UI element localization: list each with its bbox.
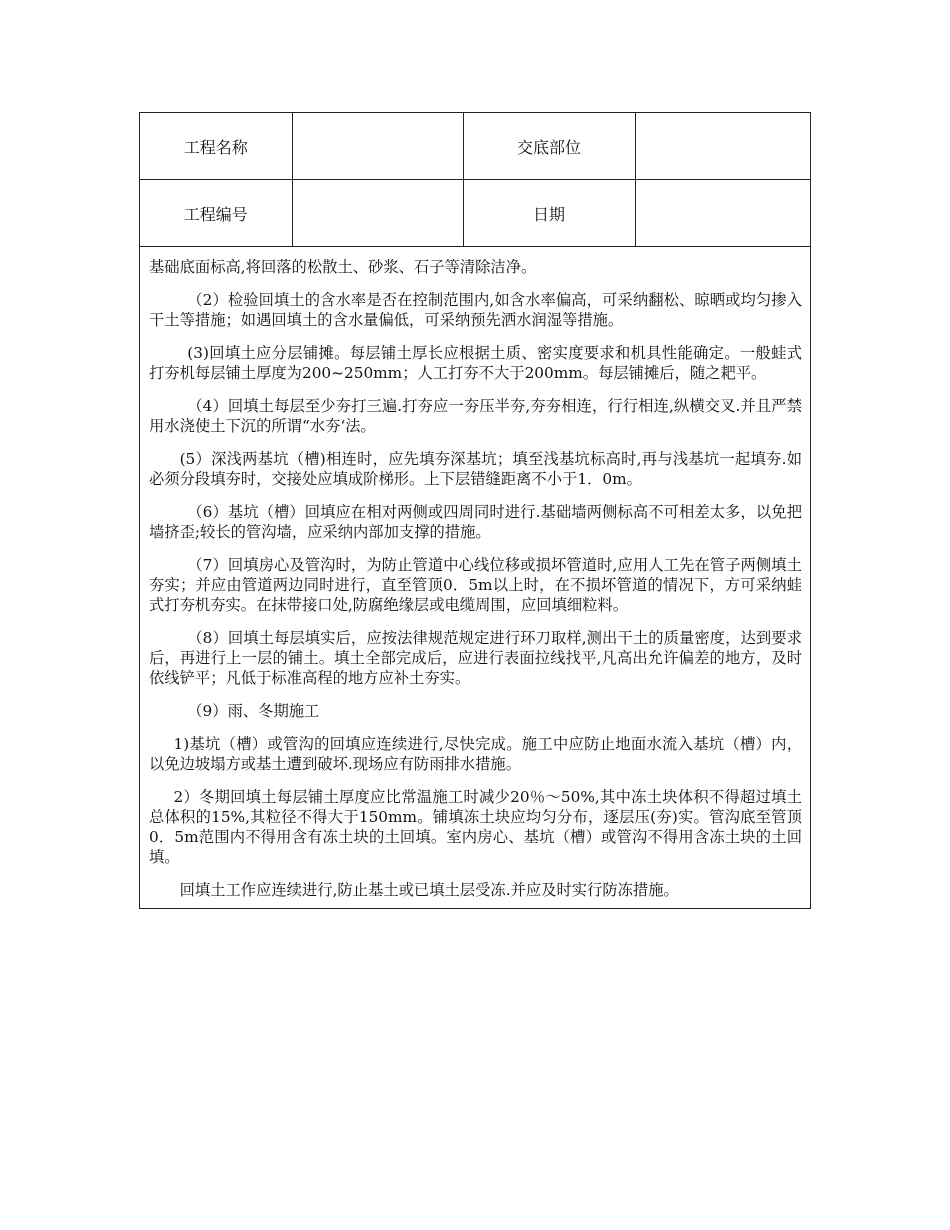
header-row-2	[140, 180, 810, 247]
project-no-field[interactable]	[292, 180, 463, 247]
project-name-field[interactable]	[292, 113, 463, 180]
date-field[interactable]	[635, 180, 810, 247]
disclosure-content	[140, 247, 810, 908]
paragraph-item-7: （7）回填房心及管沟时，为防止管道中心线位移或损坏管道时,应用人工先在管子两侧填土夯实；并应由管道两边同时进行，直至管顶0．5m以上时，在不损坏管道的情况下，方可采纳蛙式打夯机夯实。在抹带接口处,防腐绝缘层或电缆周围，应回填细粒料。	[149, 556, 802, 614]
project-no-label: 工程编号	[140, 180, 292, 247]
header-row-1	[140, 113, 810, 180]
date-label: 日期	[463, 180, 635, 247]
project-name-label: 工程名称	[140, 113, 292, 180]
header-table	[140, 113, 810, 247]
technical-disclosure-sheet	[139, 112, 811, 909]
paragraph-item-6: （6）基坑（槽）回填应在相对两侧或四周同时进行.基础墙两侧标高不可相差太多，以免把墙挤歪;较长的管沟墙，应采纳内部加支撑的措施。	[149, 503, 802, 541]
paragraph-intro: 基础底面标高,将回落的松散土、砂浆、石子等清除洁净。	[149, 258, 537, 276]
paragraph-item-4: （4）回填土每层至少夯打三遍.打夯应一夯压半夯,夯夯相连，行行相连,纵横交叉.并且严禁用水浇使土下沉的所谓“水夯‘法。	[149, 397, 802, 435]
paragraph-item-8: （8）回填土每层填实后，应按法律规范规定进行环刀取样,测出干土的质量密度，达到要求后，再进行上一层的铺土。填土全部完成后，应进行表面拉线找平,凡高出允许偏差的地方，及时依线铲平；凡低于标准高程的地方应补土夯实。	[149, 629, 802, 687]
paragraph-item-2: （2）检验回填土的含水率是否在控制范围内,如含水率偏高，可采纳翻松、晾晒或均匀掺入干土等措施；如遇回填土的含水量偏低，可采纳预先洒水润湿等措施。	[149, 291, 802, 329]
paragraph-subitem-1: 1)基坑（槽）或管沟的回填应连续进行,尽快完成。施工中应防止地面水流入基坑（槽）内，以免边坡塌方或基土遭到破坏.现场应有防雨排水措施。	[149, 735, 802, 773]
handover-part-label: 交底部位	[463, 113, 635, 180]
paragraph-closing: 回填土工作应连续进行,防止基土或已填土层受冻.并应及时实行防冻措施。	[179, 881, 679, 899]
paragraph-subitem-2: 2）冬期回填土每层铺土厚度应比常温施工时减少20％～50%,其中冻土块体积不得超过填土总体积的15%,其粒径不得大于150mm。铺填冻土块应均匀分布，逐层压(夯)实。管沟底至管顶0．5m范围内不得用含有冻土块的土回填。室内房心、基坑（槽）或管沟不得用含冻土块的土回填。	[149, 788, 802, 866]
paragraph-item-3: (3)回填土应分层铺摊。每层铺土厚长应根据土质、密实度要求和机具性能确定。一般蛙式打夯机每层铺土厚度为200~250mm；人工打夯不大于200mm。每层铺摊后，随之耙平。	[149, 344, 802, 382]
paragraph-item-5: (5）深浅两基坑（槽)相连时，应先填夯深基坑；填至浅基坑标高时,再与浅基坑一起填夯.如必须分段填夯时，交接处应填成阶梯形。上下层错缝距离不小于1．0m。	[149, 450, 802, 488]
paragraph-item-9-heading: （9）雨、冬期施工	[187, 702, 320, 720]
handover-part-field[interactable]	[635, 113, 810, 180]
